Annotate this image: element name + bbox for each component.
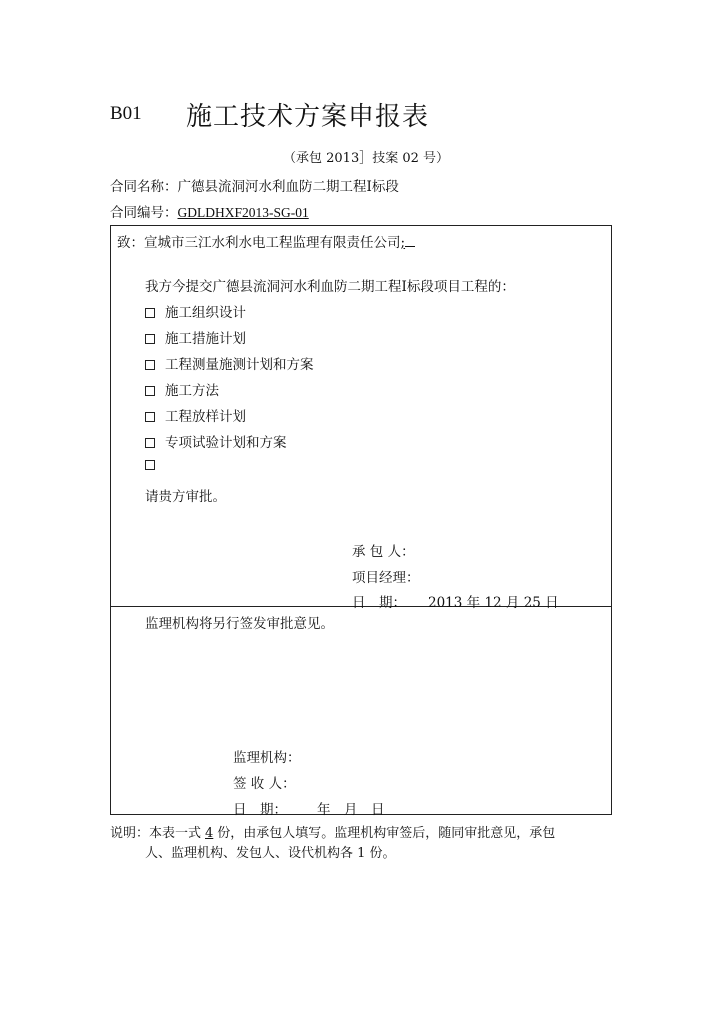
note-prefix: 说明：本表一式: [110, 826, 202, 841]
receipt-date-row: [233, 798, 385, 818]
date-label: 日 期：: [233, 802, 287, 818]
form-title: 施工技术方案申报表: [186, 102, 430, 132]
checkbox[interactable]: [145, 308, 155, 318]
submission-date-row: [352, 591, 559, 611]
checkbox[interactable]: [145, 360, 155, 370]
checkbox[interactable]: [145, 460, 155, 470]
contractor-label: 承 包 人：: [352, 544, 415, 560]
contract-number-label: 合同编号：: [110, 205, 178, 221]
checklist-label: 施工措施计划: [165, 331, 246, 347]
checklist-label: 施工组织设计: [165, 305, 246, 321]
note-rest: 份，由承包人填写。监理机构审签后，随同审批意见，承包: [217, 826, 556, 841]
checklist-label: 施工方法: [165, 383, 219, 399]
checklist-label: 专项试验计划和方案: [165, 435, 287, 451]
addressee-label: 致：: [117, 235, 144, 251]
approval-request: 请贵方审批。: [145, 489, 226, 505]
date-value: 2013 年 12 月 25 日: [428, 595, 559, 611]
addressee-value: 宣城市三江水利水电工程监理有限责任公司: [144, 235, 401, 251]
checklist-item[interactable]: [145, 301, 246, 321]
form-reference: （承包 2013］技案 02 号）: [283, 151, 450, 166]
note-line-1: [110, 822, 555, 841]
checklist-item[interactable]: [145, 379, 219, 399]
checkbox[interactable]: [145, 412, 155, 422]
note-line-2: 人、监理机构、发包人、设代机构各 1 份。: [145, 846, 396, 861]
addressee-tail: ;: [400, 235, 406, 251]
contract-name-value: 广德县流洞河水利血防二期工程Ⅰ标段: [177, 179, 399, 195]
date-value: 年 月 日: [317, 802, 385, 818]
checklist-item[interactable]: [145, 457, 165, 473]
checklist-label: 工程测量施测计划和方案: [165, 357, 314, 373]
checklist-item[interactable]: [145, 353, 314, 373]
addressee-row: [117, 231, 415, 251]
copies-count: 4: [205, 826, 214, 841]
addressee-fill: [405, 246, 415, 247]
contract-number-row: [110, 201, 309, 221]
submission-intro: 我方今提交广德县流洞河水利血防二期工程Ⅰ标段项目工程的：: [145, 279, 515, 295]
checklist-label: 工程放样计划: [165, 409, 246, 425]
supervision-opinion: 监理机构将另行签发审批意见。: [145, 616, 334, 632]
receiver-label: 签 收 人：: [233, 776, 296, 792]
checkbox[interactable]: [145, 334, 155, 344]
supervision-org-label: 监理机构：: [233, 750, 301, 766]
checkbox[interactable]: [145, 438, 155, 448]
contract-name-row: [110, 175, 399, 195]
project-manager-label: 项目经理：: [352, 570, 420, 586]
checklist-item[interactable]: [145, 431, 287, 451]
contract-number-value: GDLDHXF2013-SG-01: [177, 205, 309, 220]
checkbox[interactable]: [145, 386, 155, 396]
checklist-item[interactable]: [145, 405, 246, 425]
date-label: 日 期：: [352, 595, 406, 611]
checklist-item[interactable]: [145, 327, 246, 347]
contract-name-label: 合同名称：: [110, 179, 178, 195]
form-code: B01: [110, 103, 142, 124]
